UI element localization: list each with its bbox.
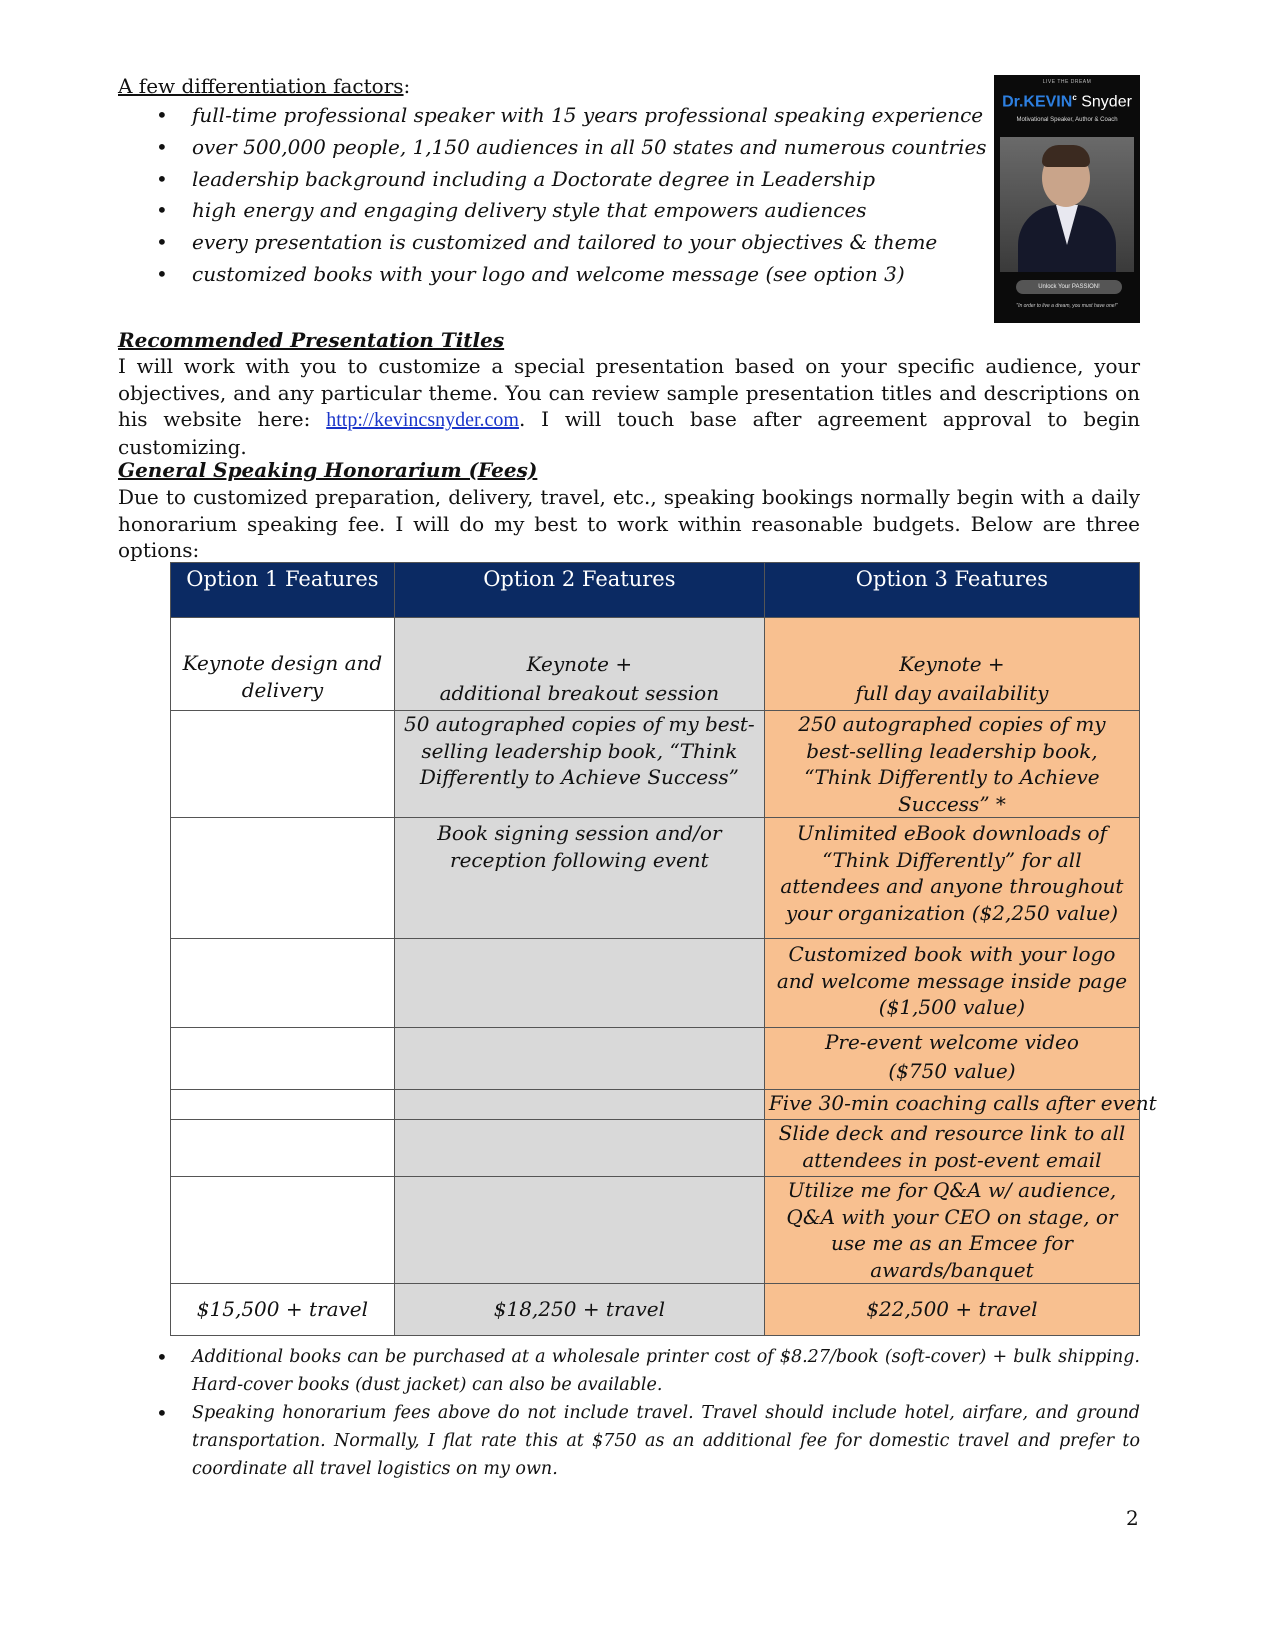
table-row [171,818,1140,939]
differentiation-heading: A few differentiation factors: [118,74,411,98]
table-cell: 250 autographed copies of my best-selling leadership book, “Think Differently to Achieve Success” * [764,711,1139,818]
header-option-1: Option 1 Features [171,563,395,618]
table-cell [171,711,395,818]
table-cell: Keynote + full day availability [764,618,1139,711]
promo-button: Unlock Your PASSION! [1016,280,1122,294]
table-cell [394,1028,764,1090]
table-cell: 50 autographed copies of my best-selling leadership book, “Think Differently to Achieve Success” [394,711,764,818]
header-option-2: Option 2 Features [394,563,764,618]
page-number: 2 [1126,1506,1139,1530]
table-row [171,1120,1140,1177]
table-row [171,1090,1140,1120]
list-item: • full-time professional speaker with 15 years professional speaking experience [150,100,950,132]
differentiation-list [150,100,987,291]
promo-tagline: Motivational Speaker, Author & Coach [1016,117,1118,124]
promo-quote: "In order to live a dream, you must have one!" [1016,303,1118,309]
table-cell: Five 30-min coaching calls after event [764,1090,1139,1120]
table-cell [394,939,764,1028]
table-cell [171,818,395,939]
list-item: • Speaking honorarium fees above do not include travel. Travel should include hotel, airfare, and ground transportation. Normally, I flat rate this at $750 as an additional fee for domestic travel and prefer to coordinate all travel logistics on my own. [150,1399,1140,1483]
table-cell: Keynote + additional breakout session [394,618,764,711]
list-item: • over 500,000 people, 1,150 audiences in all 50 states and numerous countries [150,132,950,164]
titles-heading: Recommended Presentation Titles [118,328,505,352]
table-cell [394,1090,764,1120]
table-cell: Customized book with your logo and welcome message inside page ($1,500 value) [764,939,1139,1028]
list-item: • Additional books can be purchased at a wholesale printer cost of $8.27/book (soft-cover) + bulk shipping. Hard-cover books (dust jacket) can also be available. [150,1343,1140,1399]
list-item: • leadership background including a Doctorate degree in Leadership [150,164,950,196]
table-row [171,1028,1140,1090]
promo-top-bar: LIVE THE DREAM [1042,79,1092,85]
table-cell [394,1177,764,1284]
table-header-row [171,563,1140,618]
price-option-3: $22,500 + travel [764,1284,1139,1336]
footnotes-list [150,1343,1140,1483]
table-row [171,618,1140,711]
price-option-2: $18,250 + travel [394,1284,764,1336]
table-cell [171,1090,395,1120]
promo-brand: Dr.KEVIN$^c$ Snyder [1002,93,1132,111]
table-price-row [171,1284,1140,1336]
fees-heading: General Speaking Honorarium (Fees) [118,458,538,482]
table-cell: Utilize me for Q&A w/ audience, Q&A with your CEO on stage, or use me as an Emcee for awards/banquet [764,1177,1139,1284]
price-option-1: $15,500 + travel [171,1284,395,1336]
list-item: • high energy and engaging delivery style that empowers audiences [150,195,950,227]
table-cell: Unlimited eBook downloads of “Think Differently” for all attendees and anyone throughout your organization ($2,250 value) [764,818,1139,939]
table-cell [171,1120,395,1177]
table-cell [394,1120,764,1177]
list-item: • customized books with your logo and welcome message (see option 3) [150,259,950,291]
table-cell: Slide deck and resource link to all attendees in post-event email [764,1120,1139,1177]
website-link[interactable]: http://kevincsnyder.com [326,409,519,431]
table-cell: Book signing session and/or reception following event [394,818,764,939]
table-cell: Pre-event welcome video ($750 value) [764,1028,1139,1090]
options-table [170,562,1157,1336]
header-option-3: Option 3 Features [764,563,1139,618]
table-row [171,939,1140,1028]
speaker-promo-image [994,75,1140,323]
table-cell [171,939,395,1028]
table-cell [171,1177,395,1284]
fees-paragraph: Due to customized preparation, delivery, travel, etc., speaking bookings normally begin with a daily honorarium speaking fee. I will do my best to work within reasonable budgets. Below are three options: [118,485,1140,562]
table-row [171,1177,1140,1284]
table-row [171,711,1140,818]
titles-paragraph: I will work with you to customize a special presentation based on your specific audience, your objectives, and any particular theme. You can review sample presentation titles and descriptions on his website here: http://kevincsnyder.com. I will touch base after agreement approval to begin customizing. [118,354,1140,459]
table-cell: Keynote design and delivery [171,618,395,711]
speaker-photo [1000,137,1134,272]
list-item: • every presentation is customized and tailored to your objectives & theme [150,227,950,259]
table-cell [171,1028,395,1090]
